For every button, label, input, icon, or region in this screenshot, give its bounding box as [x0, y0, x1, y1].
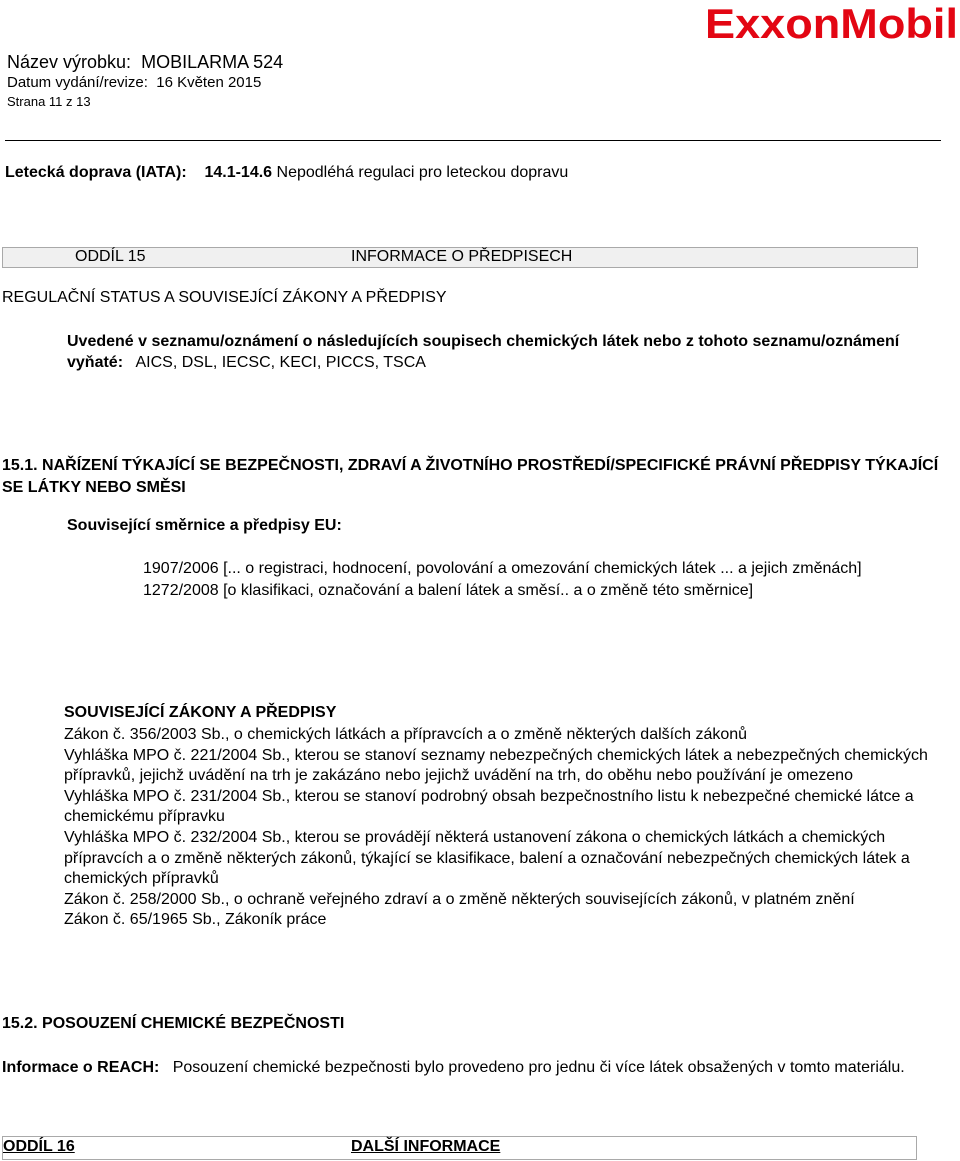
- section-15-number: ODDÍL 15: [75, 248, 146, 265]
- reach-information: [2, 1057, 942, 1078]
- revision-date-value: 16 Květen 2015: [156, 74, 262, 91]
- svg-text:ExxonMobil: ExxonMobil: [705, 0, 958, 47]
- national-laws-list: [64, 725, 954, 931]
- law-item: Zákon č. 65/1965 Sb., Zákoník práce: [64, 911, 327, 929]
- section-16-number: ODDÍL 16: [3, 1138, 75, 1155]
- inventory-status: [67, 331, 927, 373]
- section-15-title: INFORMACE O PŘEDPISECH: [351, 248, 573, 265]
- eu-directives-heading: Související směrnice a předpisy EU:: [67, 517, 342, 534]
- air-transport-line: [5, 164, 568, 182]
- law-item: Vyhláška MPO č. 231/2004 Sb., kterou se stanoví podrobný obsah bezpečnostního listu k nebezpečné chemické látce a chemickému přípravku: [64, 787, 914, 826]
- air-transport-text: Nepodléhá regulaci pro leteckou dopravu: [276, 164, 569, 181]
- section-15-header: [2, 247, 918, 268]
- product-name-label: Název výrobku:: [7, 52, 132, 72]
- page-number: Strana 11 z 13: [7, 94, 91, 109]
- product-name-value: MOBILARMA 524: [141, 52, 284, 72]
- air-transport-label: Letecká doprava (IATA):: [5, 164, 187, 181]
- exxonmobil-logo: [705, 0, 960, 52]
- law-item: Zákon č. 356/2003 Sb., o chemických látkách a přípravcích a o změně některých dalších zákonů: [64, 726, 748, 743]
- law-item: Vyhláška MPO č. 221/2004 Sb., kterou se stanoví seznamy nebezpečných chemických látek a nebezpečných chemických přípravků, jejichž uvádění na trh je zakázáno nebo jejichž uvádění na trh, do oběhu nebo používání je omezeno: [64, 746, 928, 785]
- inventory-label: Uvedené v seznamu/oznámení o následujících soupisech chemických látek nebo z tohoto seznamu/oznámení vyňaté:: [67, 333, 900, 371]
- regulatory-status-heading: REGULAČNÍ STATUS A SOUVISEJÍCÍ ZÁKONY A PŘEDPISY: [2, 289, 447, 306]
- section-16-header: [2, 1136, 917, 1160]
- revision-date-line: [7, 74, 261, 91]
- header-rule: [5, 140, 941, 141]
- inventory-list: AICS, DSL, IECSC, KECI, PICCS, TSCA: [135, 354, 426, 371]
- subsection-15-1-title: 15.1. NAŘÍZENÍ TÝKAJÍCÍ SE BEZPEČNOSTI, ZDRAVÍ A ŽIVOTNÍHO PROSTŘEDÍ/SPECIFICKÉ PRÁVNÍ PŘEDPISY TÝKAJÍCÍ SE LÁTKY NEBO SMĚSI: [2, 457, 939, 496]
- section-16-title: DALŠÍ INFORMACE: [351, 1138, 501, 1155]
- subsection-15-2-title: 15.2. POSOUZENÍ CHEMICKÉ BEZPEČNOSTI: [2, 1015, 345, 1032]
- eu-directives-list: [143, 558, 862, 602]
- air-transport-code: 14.1-14.6: [204, 164, 273, 181]
- product-name-line: [7, 52, 283, 73]
- law-item: Vyhláška MPO č. 232/2004 Sb., kterou se provádějí některá ustanovení zákona o chemických látkách a chemických přípravcích a o změně některých zákonů, týkající se klasifikace, balení a označování nebezpečných chemických látek a chemických přípravků: [64, 828, 910, 888]
- reach-text: Posouzení chemické bezpečnosti bylo provedeno pro jednu či více látek obsažených v tomto materiálu.: [172, 1059, 905, 1076]
- reach-label: Informace o REACH:: [2, 1059, 160, 1076]
- eu-directive-item: 1272/2008 [o klasifikaci, označování a balení látek a směsí.. a o změně této směrnice]: [143, 582, 754, 599]
- eu-directive-item: 1907/2006 [... o registraci, hodnocení, povolování a omezování chemických látek ... a jejich změnách]: [143, 560, 862, 577]
- revision-date-label: Datum vydání/revize:: [7, 74, 148, 91]
- national-laws-heading: SOUVISEJÍCÍ ZÁKONY A PŘEDPISY: [64, 704, 337, 721]
- law-item: Zákon č. 258/2000 Sb., o ochraně veřejného zdraví a o změně některých souvisejících zákonů, v platném znění: [64, 890, 855, 908]
